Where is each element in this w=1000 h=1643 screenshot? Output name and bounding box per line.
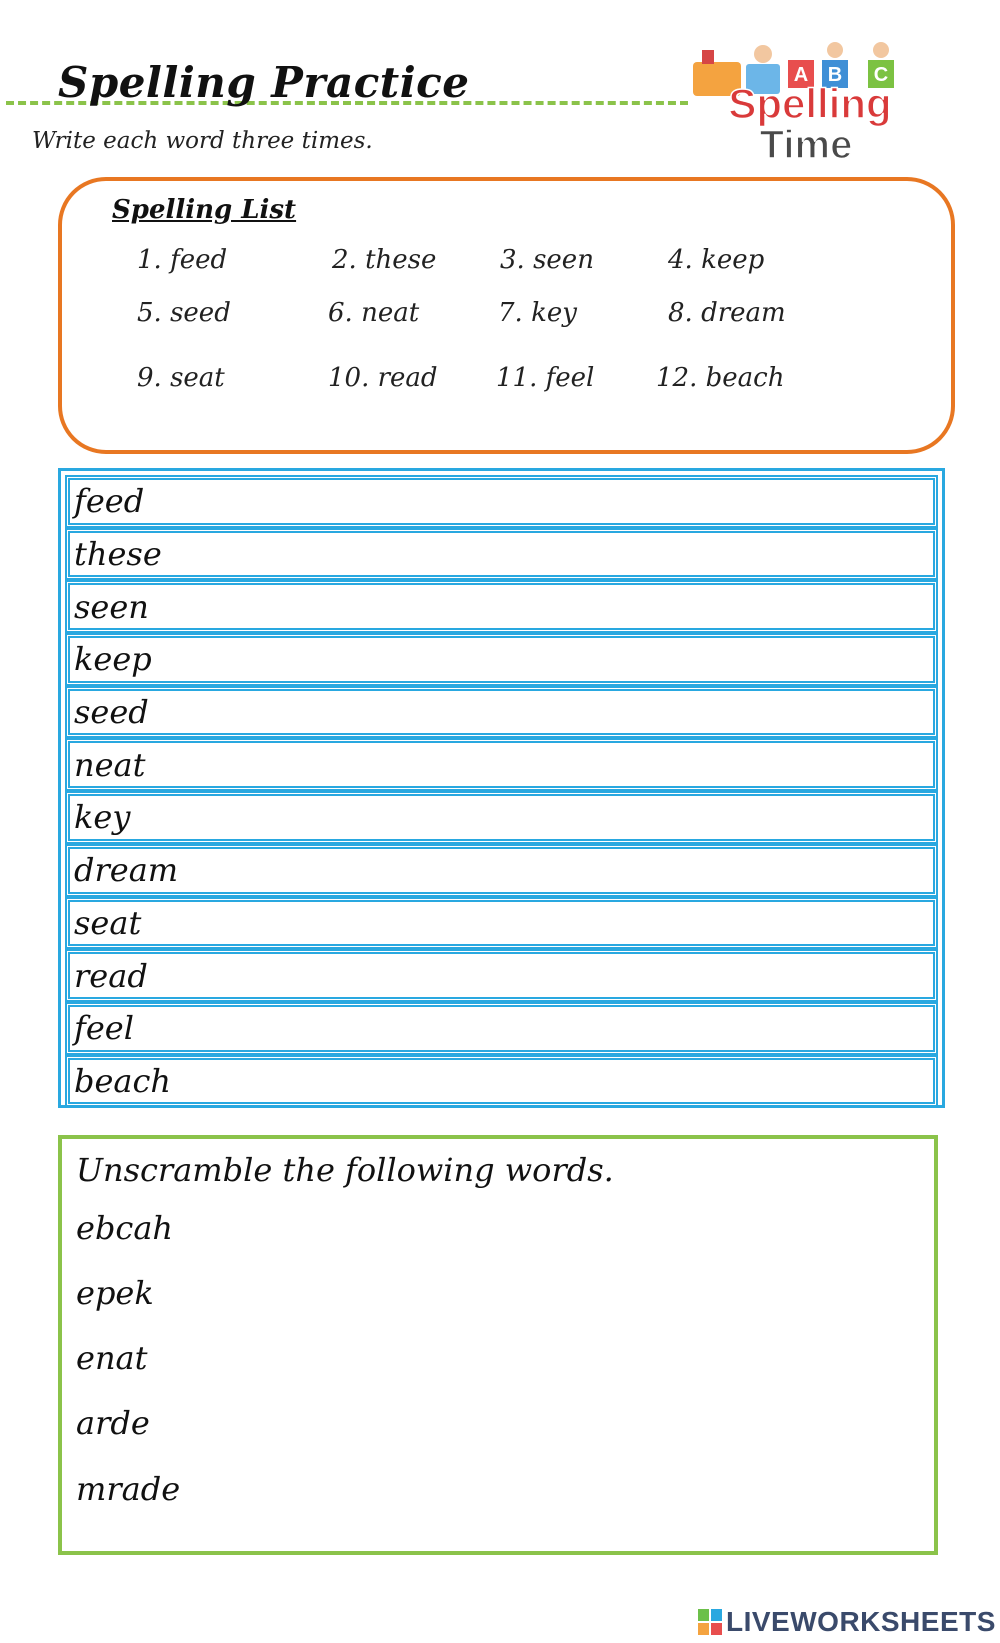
- logo-word-spelling: Spelling: [728, 80, 892, 127]
- practice-row-6[interactable]: neat: [65, 738, 938, 791]
- list-word-12: 12. beach: [656, 363, 785, 393]
- spelling-list-box: [58, 177, 955, 454]
- list-word-2: 2. these: [332, 245, 437, 275]
- scrambled-word-1: ebcah: [76, 1209, 174, 1247]
- list-word-4: 4. keep: [668, 245, 765, 275]
- list-word-10: 10. read: [328, 363, 438, 393]
- list-word-8: 8. dream: [668, 298, 786, 328]
- block-b-letter: B: [827, 64, 843, 86]
- scrambled-word-2: epek: [76, 1274, 154, 1312]
- train-chimney: [702, 50, 714, 64]
- practice-row-11[interactable]: feel: [65, 1002, 938, 1055]
- list-word-6: 6. neat: [328, 298, 420, 328]
- practice-row-5[interactable]: seed: [65, 686, 938, 739]
- list-word-11: 11. feel: [496, 363, 595, 393]
- spelling-time-logo: [688, 40, 938, 170]
- liveworksheets-brand[interactable]: [698, 1606, 996, 1638]
- practice-row-10[interactable]: read: [65, 949, 938, 1002]
- kid-face-3: [873, 42, 889, 58]
- page-subtitle: Write each word three times.: [32, 128, 373, 154]
- kid-face-1: [754, 45, 772, 63]
- practice-row-3[interactable]: seen: [65, 580, 938, 633]
- spelling-list-heading: Spelling List: [112, 195, 297, 225]
- practice-row-7[interactable]: key: [65, 791, 938, 844]
- practice-table: [58, 468, 945, 1108]
- practice-row-8[interactable]: dream: [65, 844, 938, 897]
- list-word-7: 7. key: [498, 298, 577, 328]
- practice-row-12[interactable]: beach: [65, 1055, 938, 1108]
- list-word-5: 5. seed: [137, 298, 231, 328]
- logo-graphic: [688, 40, 938, 170]
- practice-row-4[interactable]: keep: [65, 633, 938, 686]
- list-word-9: 9. seat: [137, 363, 225, 393]
- block-a-letter: A: [793, 64, 809, 86]
- list-word-1: 1. feed: [137, 245, 228, 275]
- list-word-3: 3. seen: [500, 245, 594, 275]
- liveworksheets-icon: [698, 1609, 722, 1635]
- scrambled-word-5: mrade: [76, 1470, 181, 1508]
- unscramble-heading: Unscramble the following words.: [76, 1151, 614, 1189]
- logo-word-time: Time: [759, 123, 853, 167]
- practice-row-1[interactable]: feed: [65, 475, 938, 528]
- unscramble-box: [58, 1135, 938, 1555]
- page-title: Spelling Practice: [58, 58, 470, 107]
- scrambled-word-4: arde: [76, 1404, 150, 1442]
- liveworksheets-text: LIVEWORKSHEETS: [726, 1606, 996, 1637]
- practice-row-9[interactable]: seat: [65, 897, 938, 950]
- block-c-letter: C: [873, 64, 889, 86]
- scrambled-word-3: enat: [76, 1339, 148, 1377]
- kid-face-2: [827, 42, 843, 58]
- practice-row-2[interactable]: these: [65, 528, 938, 581]
